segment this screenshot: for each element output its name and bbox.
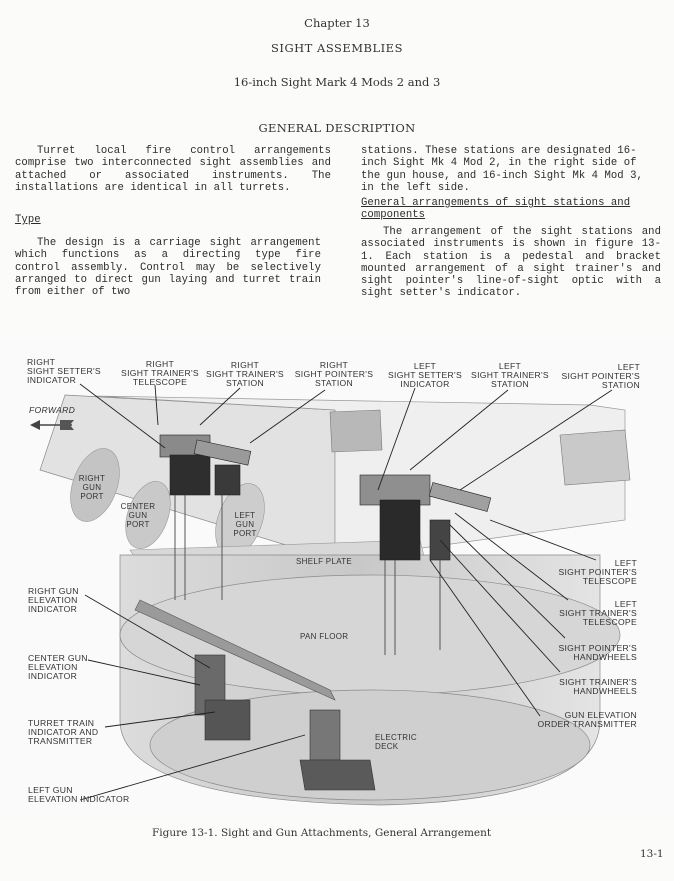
section-heading: GENERAL DESCRIPTION — [258, 121, 416, 135]
label-right-gun-port: RIGHT GUN PORT — [78, 474, 106, 502]
electric-deck-base — [300, 760, 375, 790]
type-paragraph: The design is a carriage sight arrangement which functions as a directing type fire control assembly. Control may be selectively arranged to direct gun laying and turret train from either of two — [15, 237, 321, 299]
label-right-gun-elevation-indicator: RIGHT GUN ELEVATION INDICATOR — [28, 586, 79, 615]
label-pan-floor: PAN FLOOR — [300, 632, 349, 641]
label-left-sight-trainers-station: LEFT SIGHT TRAINER'S STATION — [471, 361, 549, 390]
chapter-number: Chapter 13 — [304, 16, 370, 30]
intro-paragraph: Turret local fire control arrangements comprise two interconnected sight assemblies and attached or associated instruments. The installations are identical in all turrets. — [15, 145, 331, 194]
type-heading: Type — [15, 214, 41, 226]
label-shelf-plate: SHELF PLATE — [296, 557, 353, 566]
chapter-subtitle: 16-inch Sight Mark 4 Mods 2 and 3 — [233, 75, 441, 89]
rear-block — [560, 430, 630, 485]
label-center-gun-elevation-indicator: CENTER GUN ELEVATION INDICATOR — [28, 653, 88, 682]
label-left-sight-setters-indicator: LEFT SIGHT SETTER'S INDICATOR — [388, 361, 462, 390]
label-sight-pointers-handwheels: SIGHT POINTER'S HANDWHEELS — [558, 643, 637, 663]
label-right-sight-pointers-station: RIGHT SIGHT POINTER'S STATION — [294, 360, 374, 389]
chapter-title: SIGHT ASSEMBLIES — [271, 41, 403, 55]
label-center-gun-port: CENTER GUN PORT — [120, 502, 156, 530]
label-left-gun-elevation-indicator: LEFT GUN ELEVATION INDICATOR — [28, 785, 130, 805]
mid-block — [330, 410, 382, 452]
label-right-sight-setters-indicator: RIGHT SIGHT SETTER'S INDICATOR — [27, 357, 101, 386]
label-left-sight-pointers-telescope: LEFT SIGHT POINTER'S TELESCOPE — [558, 558, 637, 587]
label-sight-trainers-handwheels: SIGHT TRAINER'S HANDWHEELS — [559, 677, 637, 697]
label-right-sight-trainers-telescope: RIGHT SIGHT TRAINER'S TELESCOPE — [121, 359, 199, 388]
label-left-sight-pointers-station: LEFT SIGHT POINTER'S STATION — [561, 362, 640, 391]
turret-train-unit — [205, 700, 250, 740]
figure-caption: Figure 13-1. Sight and Gun Attachments, General Arrangement — [152, 827, 492, 839]
electric-deck-unit — [310, 710, 340, 760]
label-right-sight-trainers-station: RIGHT SIGHT TRAINER'S STATION — [206, 360, 284, 389]
label-electric-deck: ELECTRIC DECK — [375, 733, 417, 752]
label-left-gun-port: LEFT GUN PORT — [233, 511, 257, 539]
arrangement-heading: General arrangements of sight stations and components — [361, 197, 631, 222]
page-number: 13-1 — [640, 848, 664, 860]
continued-paragraph: stations. These stations are designated 16-inch Sight Mk 4 Mod 2, in the right side of the gun house, and 16-inch Sight Mk 4 Mod 3, in the left side. — [361, 145, 643, 194]
label-turret-train-indicator: TURRET TRAIN INDICATOR AND TRANSMITTER — [28, 718, 99, 747]
label-gun-elevation-order-transmitter: GUN ELEVATION ORDER TRANSMITTER — [537, 710, 637, 730]
label-forward: FORWARD — [29, 405, 76, 415]
label-left-sight-trainers-telescope: LEFT SIGHT TRAINER'S TELESCOPE — [559, 599, 637, 628]
arrangement-paragraph: The arrangement of the sight stations and associated instruments is shown in figure 13-1. Each station is a pedestal and bracket mounted arrangement of a sight trainer's and sight pointer's line-of-sight optic with a sight setter's indicator. — [361, 226, 661, 300]
